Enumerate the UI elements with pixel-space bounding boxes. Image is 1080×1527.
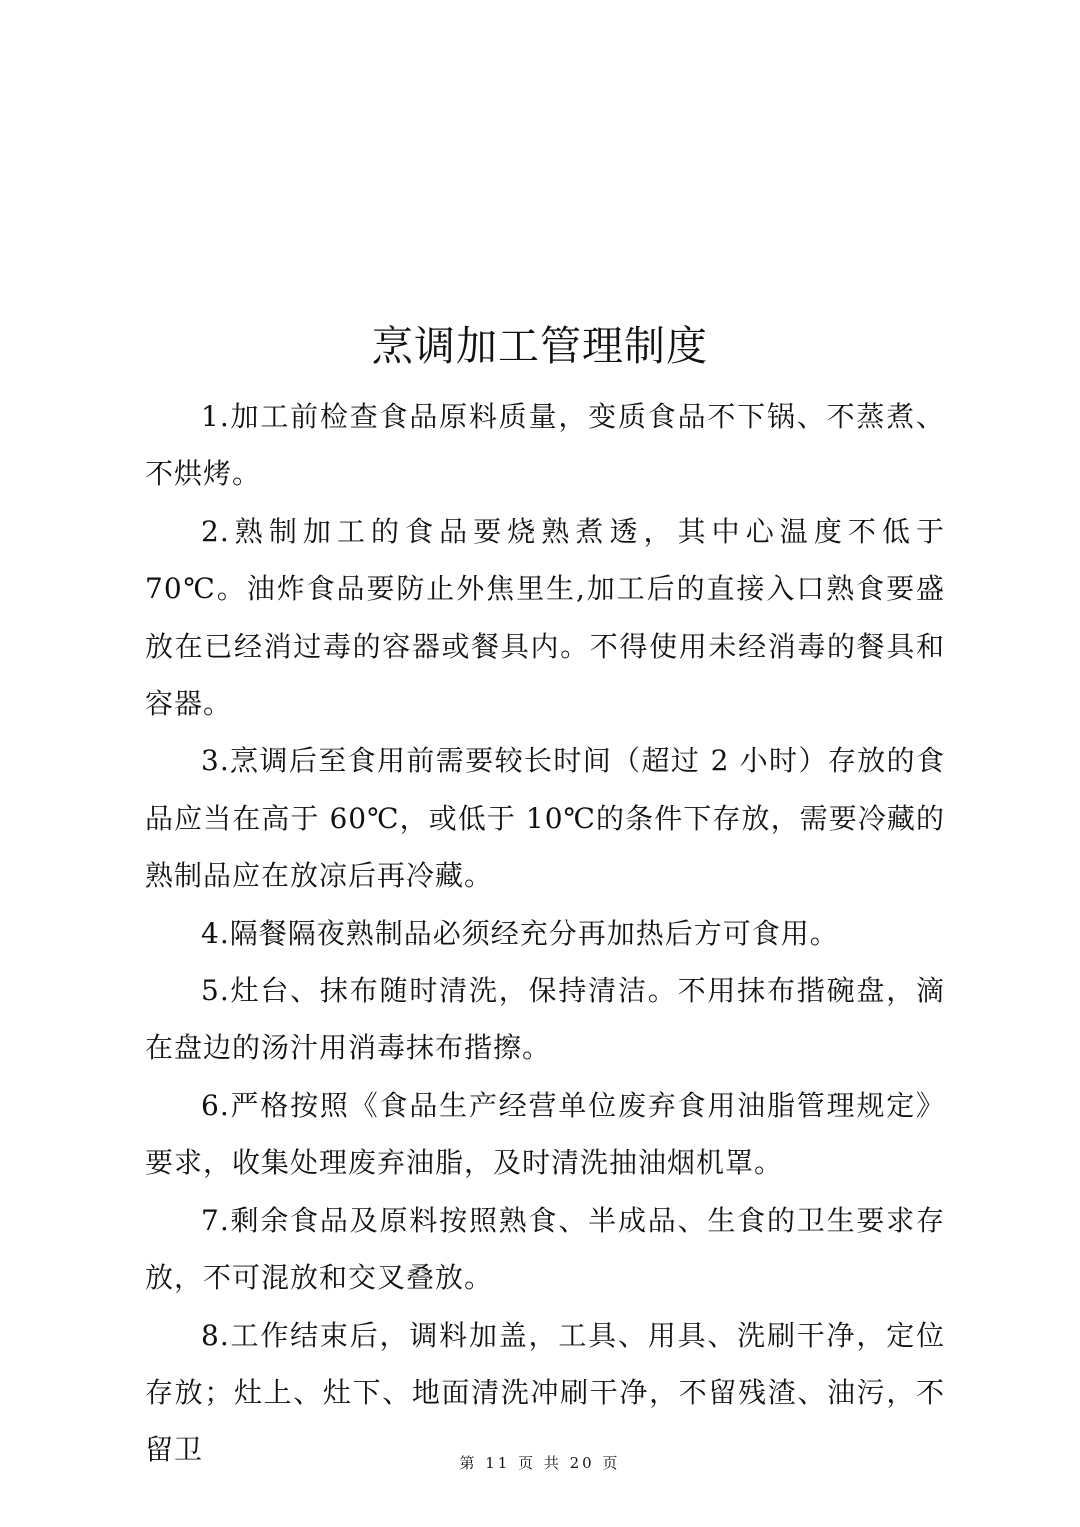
page-title: 烹调加工管理制度 <box>372 322 708 370</box>
paragraph-6: 6.严格按照《食品生产经营单位废弃食用油脂管理规定》要求，收集处理废弃油脂，及时清洗抽油烟机罩。 <box>145 1088 945 1180</box>
document-body <box>145 388 945 1479</box>
paragraph-7: 7.剩余食品及原料按照熟食、半成品、生食的卫生要求存放，不可混放和交叉叠放。 <box>145 1203 945 1295</box>
paragraph-4: 4.隔餐隔夜熟制品必须经充分再加热后方可食用。 <box>201 916 839 950</box>
paragraph-3: 3.烹调后至食用前需要较长时间（超过 2 小时）存放的食品应当在高于 60℃，或低于 10℃的条件下存放，需要冷藏的熟制品应在放凉后再冷藏。 <box>145 744 945 893</box>
page-number-footer: 第 11 页 共 20 页 <box>459 1454 621 1472</box>
paragraph-1: 1.加工前检查食品原料质量，变质食品不下锅、不蒸煮、不烘烤。 <box>145 400 945 491</box>
paragraph-5: 5.灶台、抹布随时清洗，保持清洁。不用抹布揩碗盘，滴在盘边的汤汁用消毒抹布揩擦。 <box>145 974 945 1065</box>
paragraph-2: 2.熟制加工的食品要烧熟煮透，其中心温度不低于 70℃。油炸食品要防止外焦里生,加工后的直接入口熟食要盛放在已经消过毒的容器或餐具内。不得使用未经消毒的餐具和容器。 <box>145 514 945 721</box>
paragraph-8: 8.工作结束后，调料加盖，工具、用具、洗刷干净，定位存放；灶上、灶下、地面清洗冲刷干净，不留残渣、油污，不留卫 <box>145 1318 945 1467</box>
